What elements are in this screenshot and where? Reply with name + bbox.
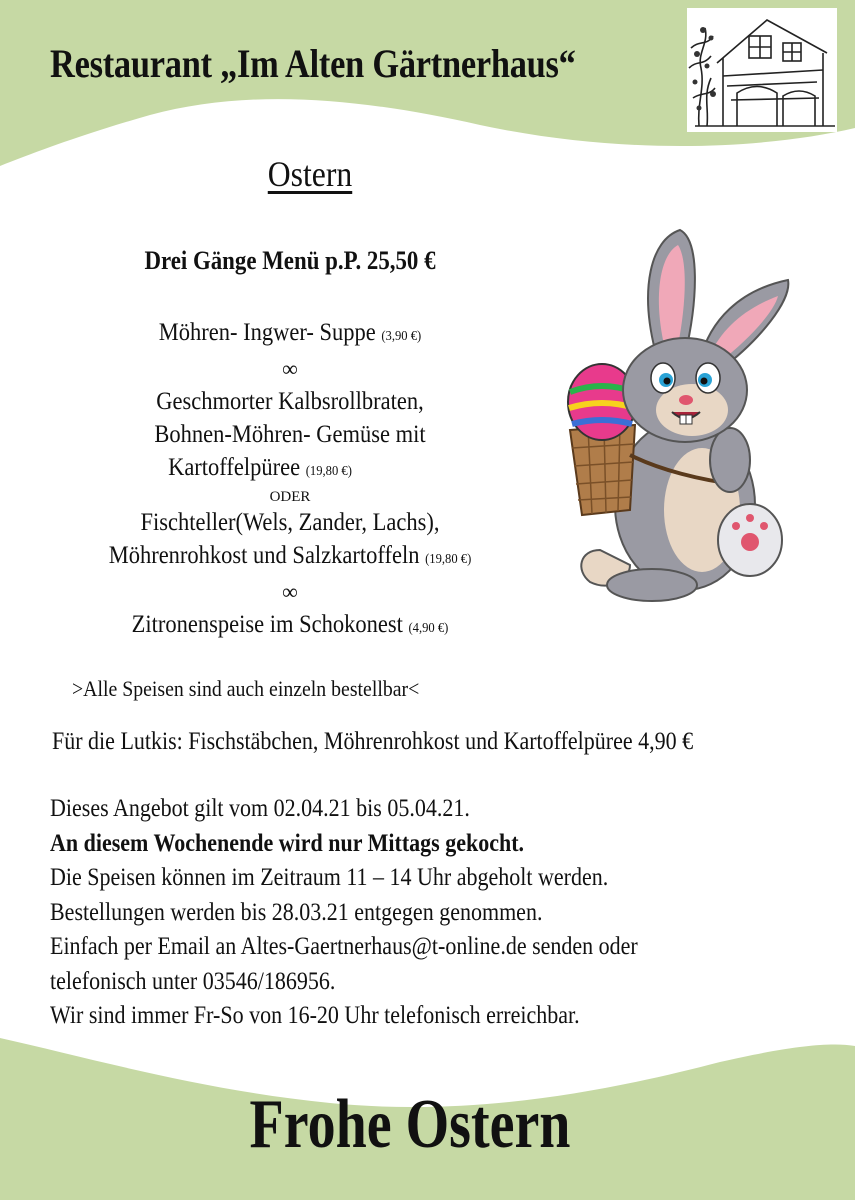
info-line-validity: Dieses Angebot gilt vom 02.04.21 bis 05.04.21. [50, 795, 470, 822]
info-line-email: Einfach per Email an Altes-Gaertnerhaus@t-online.de senden oder [50, 933, 638, 960]
footer-greeting: Frohe Ostern [249, 1086, 571, 1163]
main1-line3: Kartoffelpüree [168, 454, 301, 481]
info-line-pickup-time: Die Speisen können im Zeitraum 11 – 14 Uhr abgeholt werden. [50, 864, 609, 891]
menu-courses [30, 316, 550, 645]
info-line-phone: telefonisch unter 03546/186956. [50, 967, 336, 995]
easter-bunny-illustration [560, 220, 820, 610]
starter-name: Möhren- Ingwer- Suppe [158, 319, 376, 346]
main1-line1: Geschmorter Kalbsrollbraten, [156, 388, 424, 415]
main1-price: (19,80 €) [305, 464, 352, 479]
house-sketch-icon [687, 8, 837, 132]
restaurant-title: Restaurant „Im Alten Gärtnerhaus“ [50, 41, 576, 86]
starter-line [56, 316, 524, 353]
info-block [50, 792, 830, 1034]
starter-price: (3,90 €) [381, 329, 422, 344]
kids-menu: Für die Lutkis: Fischstäbchen, Möhrenrohkost und Kartoffelpüree 4,90 € [52, 728, 694, 755]
course-separator: ∞ [282, 356, 298, 381]
dessert-name: Zitronenspeise im Schokonest [131, 611, 403, 638]
main2-line2: Möhrenrohkost und Salzkartoffeln [108, 542, 420, 569]
course-separator-2: ∞ [282, 579, 298, 604]
main2-line1: Fischteller(Wels, Zander, Lachs), [140, 509, 440, 536]
dessert-line [56, 608, 524, 645]
single-order-note: >Alle Speisen sind auch einzeln bestellbar< [72, 676, 420, 701]
main2-price: (19,80 €) [425, 552, 472, 567]
main2-line2-row [56, 539, 524, 576]
menu-heading: Drei Gänge Menü p.P. 25,50 € [144, 246, 436, 275]
or-label: ODER [269, 489, 311, 505]
info-line-hours: Wir sind immer Fr-So von 16-20 Uhr telefonisch erreichbar. [50, 1002, 580, 1029]
info-line-order-deadline: Bestellungen werden bis 28.03.21 entgegen genommen. [50, 898, 543, 926]
main1-line2: Bohnen-Möhren- Gemüse mit [154, 421, 426, 448]
info-line-lunch-only: An diesem Wochenende wird nur Mittags gekocht. [50, 829, 525, 857]
dessert-price: (4,90 €) [408, 621, 449, 636]
page-subtitle: Ostern [267, 154, 353, 194]
main1-line3-row [26, 451, 494, 488]
